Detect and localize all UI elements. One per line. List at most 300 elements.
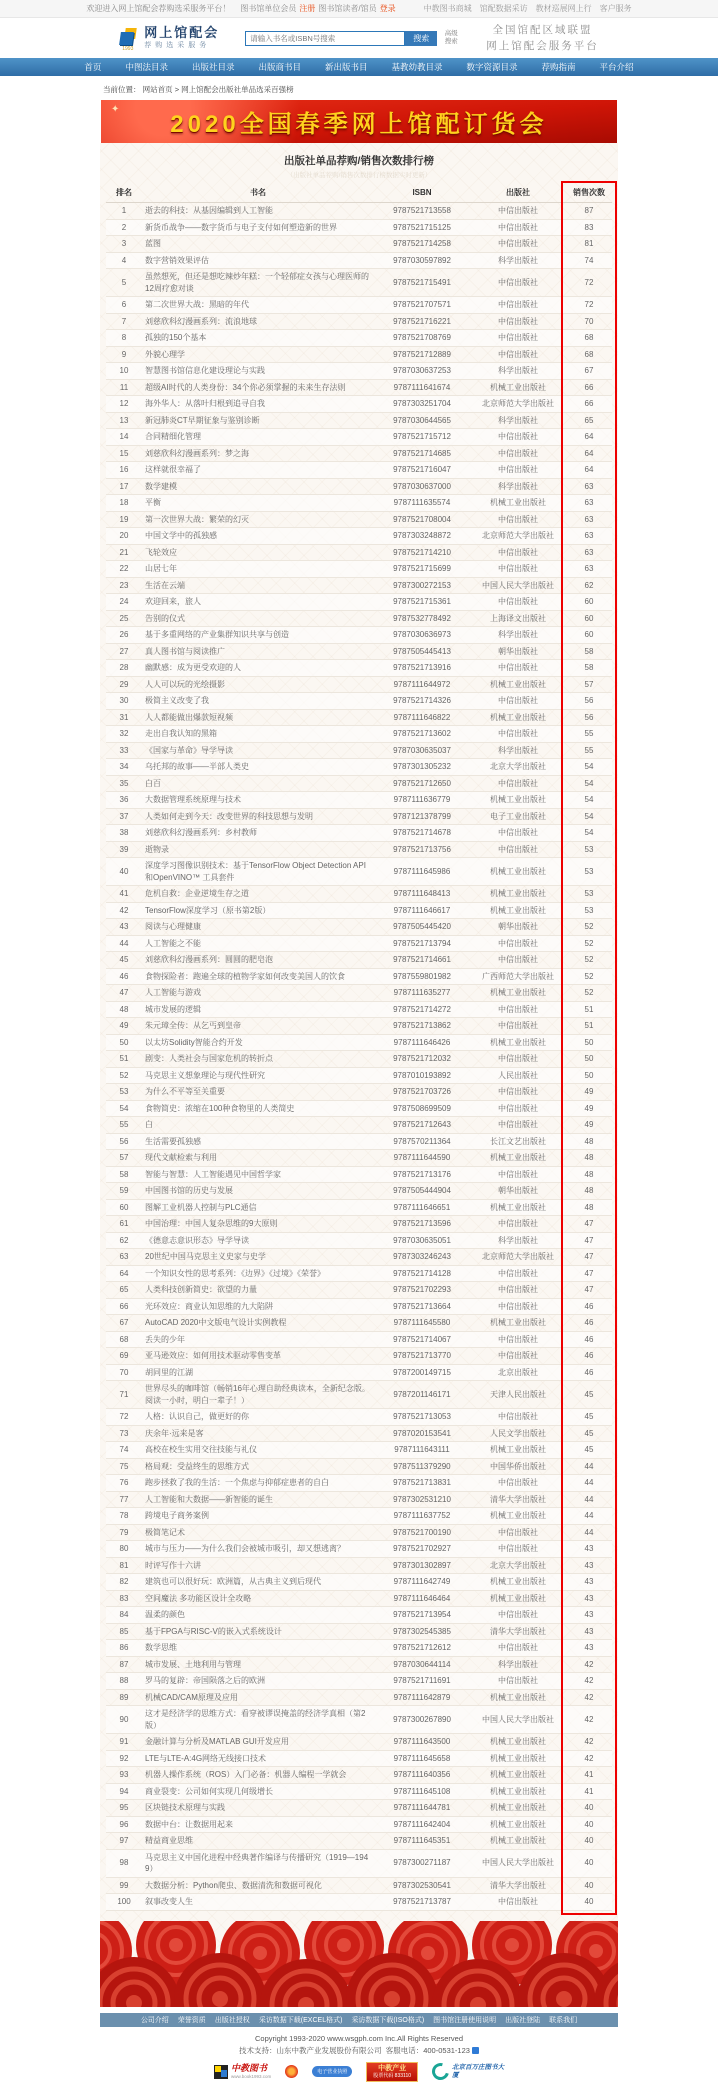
footer-link[interactable]: 出版社授权 — [214, 2016, 250, 2024]
book-title-cell[interactable]: 食物简史：浓缩在100种食物里的人类简史 — [142, 1100, 374, 1117]
business-license-badge[interactable]: 电子营业执照 — [312, 2066, 352, 2077]
book-title-cell[interactable]: 空间魔法 多功能区设计全攻略 — [142, 1590, 374, 1607]
publisher-cell: 中信出版社 — [470, 1018, 566, 1035]
book-title-cell[interactable]: 智慧图书馆信息化建设理论与实践 — [142, 363, 374, 380]
book-title-cell[interactable]: 飞轮效应 — [142, 544, 374, 561]
publisher-cell: 中信出版社 — [470, 1216, 566, 1233]
book-title-cell[interactable]: 大数据分析：Python爬虫、数据清洗和数据可视化 — [142, 1877, 374, 1894]
table-row — [106, 1524, 612, 1541]
book-title-cell[interactable]: 这才是经济学的思维方式：看穿被谬误掩盖的经济学真相（第2版） — [142, 1706, 374, 1734]
rank-cell: 76 — [106, 1475, 142, 1492]
sales-count-cell: 53 — [566, 886, 612, 903]
sales-count-cell: 54 — [566, 808, 612, 825]
isbn-cell: 9787111646617 — [374, 902, 470, 919]
book-title-cell[interactable]: 告别的仪式 — [142, 610, 374, 627]
isbn-cell: 9787521713916 — [374, 660, 470, 677]
book-title-cell[interactable]: 平衡 — [142, 495, 374, 512]
book-title-cell[interactable]: 商业裂变：公司如何实现几何级增长 — [142, 1783, 374, 1800]
book-title-cell[interactable]: 亚马逊效应：如何用技术驱动零售变革 — [142, 1348, 374, 1365]
book-title-cell[interactable]: 逝物录 — [142, 841, 374, 858]
zhongjiao-books-url: www.book1993.com — [231, 2074, 272, 2080]
isbn-cell: 9787111645351 — [374, 1833, 470, 1850]
isbn-cell: 9787030597892 — [374, 252, 470, 269]
book-title-cell[interactable]: 数学思维 — [142, 1640, 374, 1657]
sales-count-cell: 43 — [566, 1557, 612, 1574]
sales-count-cell: 52 — [566, 935, 612, 952]
publisher-cell: 中信出版社 — [470, 1894, 566, 1911]
search-input[interactable] — [245, 31, 405, 46]
table-row — [106, 1640, 612, 1657]
book-title-cell[interactable]: 朱元璋全传：从乞丐到皇帝 — [142, 1018, 374, 1035]
book-title-cell[interactable]: 数据中台：让数据用起来 — [142, 1816, 374, 1833]
book-title-cell[interactable]: 外貌心理学 — [142, 346, 374, 363]
footer-link[interactable]: 荣誉资质 — [177, 2016, 206, 2024]
qq-contact-icon[interactable] — [472, 2047, 479, 2054]
publisher-cell: 北京出版社 — [470, 1364, 566, 1381]
rank-cell: 85 — [106, 1623, 142, 1640]
isbn-cell: 9787521713596 — [374, 1216, 470, 1233]
book-title-cell[interactable]: 机器人操作系统（ROS）入门必备：机器人编程一学就会 — [142, 1767, 374, 1784]
table-row — [106, 627, 612, 644]
sales-count-cell: 42 — [566, 1734, 612, 1751]
rank-cell: 12 — [106, 396, 142, 413]
book-title-cell[interactable]: 新货币战争——数字货币与电子支付如何塑造新的世界 — [142, 219, 374, 236]
book-title-cell[interactable]: 金融计算与分析及MATLAB GUI开发应用 — [142, 1734, 374, 1751]
service-phone: 客服电话：400-0531-123 — [385, 2046, 470, 2056]
book-title-cell[interactable]: 刘慈欣科幻漫画系列：乡村教师 — [142, 825, 374, 842]
isbn-cell: 9787521713831 — [374, 1475, 470, 1492]
book-title-cell[interactable]: 数字营销效果评估 — [142, 252, 374, 269]
table-row — [106, 1249, 612, 1266]
book-title-cell[interactable]: 城市与压力——为什么我们会被城市吸引，却又想逃离？ — [142, 1541, 374, 1558]
sales-count-cell: 58 — [566, 660, 612, 677]
rank-cell: 43 — [106, 919, 142, 936]
publisher-cell: 人民出版社 — [470, 1067, 566, 1084]
rank-cell: 15 — [106, 445, 142, 462]
footer-link[interactable]: 公司介绍 — [140, 2016, 169, 2024]
table-header-row — [106, 183, 612, 203]
book-title-cell[interactable]: 跑步拯救了我的生活：一个焦虑与抑郁症患者的自白 — [142, 1475, 374, 1492]
book-title-cell[interactable]: 胡同里的江湖 — [142, 1364, 374, 1381]
nav-item[interactable]: 数字资源目录 — [466, 62, 518, 72]
book-title-cell[interactable]: 极简主义改变了我 — [142, 693, 374, 710]
book-title-cell[interactable]: 跨境电子商务案例 — [142, 1508, 374, 1525]
book-title-cell[interactable]: 人工智能和大数据——新智能的诞生 — [142, 1491, 374, 1508]
book-title-cell[interactable]: 乌托邦的故事——半部人类史 — [142, 759, 374, 776]
book-title-cell[interactable]: 现代文献检索与利用 — [142, 1150, 374, 1167]
rank-cell: 68 — [106, 1331, 142, 1348]
isbn-cell: 9787521714210 — [374, 544, 470, 561]
table-row — [106, 902, 612, 919]
sales-count-cell: 63 — [566, 478, 612, 495]
isbn-cell: 9787521712032 — [374, 1051, 470, 1068]
book-title-cell[interactable]: 中国治理：中国人复杂思维的9大原则 — [142, 1216, 374, 1233]
rank-cell: 23 — [106, 577, 142, 594]
sales-count-cell: 46 — [566, 1331, 612, 1348]
book-title-cell[interactable]: 这样就很幸福了 — [142, 462, 374, 479]
isbn-cell: 9787508699509 — [374, 1100, 470, 1117]
sales-count-cell: 72 — [566, 297, 612, 314]
rank-cell: 80 — [106, 1541, 142, 1558]
book-title-cell[interactable]: 人人可以玩的光绘摄影 — [142, 676, 374, 693]
isbn-cell: 9787111645986 — [374, 858, 470, 886]
table-row — [106, 1067, 612, 1084]
book-title-cell[interactable]: 人类如何走到今天：改变世界的科技思想与发明 — [142, 808, 374, 825]
rank-cell: 73 — [106, 1425, 142, 1442]
footer-link[interactable]: 采访数据下载(EXCEL格式) — [258, 2016, 343, 2024]
topbar-link[interactable]: 客户服务 — [599, 4, 632, 13]
book-title-cell[interactable]: 图解工业机器人控制与PLC通信 — [142, 1199, 374, 1216]
welcome-text: 欢迎进入网上馆配会荐购选采服务平台！ — [86, 4, 231, 13]
footer-link[interactable]: 联系我们 — [549, 2016, 578, 2024]
book-title-cell[interactable]: 刘慈欣科幻漫画系列：梦之海 — [142, 445, 374, 462]
sales-count-cell: 87 — [566, 203, 612, 220]
official-seal-icon[interactable] — [285, 2065, 298, 2078]
publisher-cell: 中信出版社 — [470, 1051, 566, 1068]
sales-count-cell: 40 — [566, 1833, 612, 1850]
table-row — [106, 1574, 612, 1591]
book-title-cell[interactable]: 生活在云端 — [142, 577, 374, 594]
isbn-cell: 9787111637752 — [374, 1508, 470, 1525]
isbn-cell: 9787030637000 — [374, 478, 470, 495]
book-title-cell[interactable]: 人类科技创新简史：欲望的力量 — [142, 1282, 374, 1299]
book-title-cell[interactable]: TensorFlow深度学习（原书第2版） — [142, 902, 374, 919]
publisher-cell: 朝华出版社 — [470, 643, 566, 660]
book-title-cell[interactable]: LTE与LTE-A:4G网络无线接口技术 — [142, 1750, 374, 1767]
book-title-cell[interactable]: 人人都能做出爆款短视频 — [142, 709, 374, 726]
sales-count-cell: 43 — [566, 1590, 612, 1607]
table-row — [106, 528, 612, 545]
table-row — [106, 1475, 612, 1492]
publisher-cell: 中信出版社 — [470, 1084, 566, 1101]
breadcrumb-label: 当前位置： — [103, 85, 141, 94]
book-title-cell[interactable]: 格局观：受益终生的思维方式 — [142, 1458, 374, 1475]
sales-count-cell: 43 — [566, 1623, 612, 1640]
book-title-cell[interactable]: 白 — [142, 1117, 374, 1134]
book-title-cell[interactable]: 数学建模 — [142, 478, 374, 495]
book-title-cell[interactable]: 中国文学中的孤独感 — [142, 528, 374, 545]
book-title-cell[interactable]: 孤独的150个基本 — [142, 330, 374, 347]
isbn-cell: 9787303248872 — [374, 528, 470, 545]
sales-count-cell: 56 — [566, 693, 612, 710]
book-title-cell[interactable]: 20世纪中国马克思主义史家与史学 — [142, 1249, 374, 1266]
sales-count-cell: 64 — [566, 429, 612, 446]
table-row — [106, 1315, 612, 1332]
table-row — [106, 445, 612, 462]
book-title-cell[interactable]: 高校在校生实用交往技能与礼仪 — [142, 1442, 374, 1459]
publisher-cell: 中国人民大学出版社 — [470, 1706, 566, 1734]
publisher-cell: 机械工业出版社 — [470, 495, 566, 512]
isbn-cell: 9787521713602 — [374, 726, 470, 743]
publisher-cell: 科学出版社 — [470, 1656, 566, 1673]
book-title-cell[interactable]: 刘慈欣科幻漫画系列：圆圆的肥皂泡 — [142, 952, 374, 969]
copyright-block — [0, 2033, 718, 2059]
book-title-cell[interactable]: 人工智能与游戏 — [142, 985, 374, 1002]
book-title-cell[interactable]: 白百 — [142, 775, 374, 792]
isbn-cell: 9787521713176 — [374, 1166, 470, 1183]
rank-cell: 62 — [106, 1232, 142, 1249]
sales-count-cell: 47 — [566, 1249, 612, 1266]
book-title-cell[interactable]: 精益商业思维 — [142, 1833, 374, 1850]
publisher-cell: 中国华侨出版社 — [470, 1458, 566, 1475]
isbn-cell: 9787302530541 — [374, 1877, 470, 1894]
publisher-cell: 中信出版社 — [470, 1166, 566, 1183]
publisher-cell: 机械工业出版社 — [470, 1034, 566, 1051]
publisher-cell: 中信出版社 — [470, 1640, 566, 1657]
book-title-cell[interactable]: 为什么不平等至关重要 — [142, 1084, 374, 1101]
table-row — [106, 363, 612, 380]
isbn-cell: 9787521714661 — [374, 952, 470, 969]
table-row — [106, 1767, 612, 1784]
sales-count-cell: 48 — [566, 1150, 612, 1167]
nav-item[interactable]: 首页 — [84, 62, 102, 72]
book-title-cell[interactable]: 阅读与心理健康 — [142, 919, 374, 936]
book-title-cell[interactable]: 世界尽头的咖啡馆（畅销16年心理自助经典读本，全新纪念版。阅读一小时，明白一辈子！） — [142, 1381, 374, 1409]
table-row — [106, 726, 612, 743]
book-title-cell[interactable]: 城市发展的逻辑 — [142, 1001, 374, 1018]
book-title-cell[interactable]: 欢迎回来，旅人 — [142, 594, 374, 611]
rank-cell: 65 — [106, 1282, 142, 1299]
publisher-cell: 中信出版社 — [470, 1524, 566, 1541]
isbn-cell: 9787300267890 — [374, 1706, 470, 1734]
nav-item[interactable]: 新出版书目 — [324, 62, 368, 72]
book-title-cell[interactable]: 丢失的少年 — [142, 1331, 374, 1348]
stock-code-badge[interactable] — [366, 2062, 418, 2082]
isbn-cell: 9787111636779 — [374, 792, 470, 809]
publisher-cell: 人民文学出版社 — [470, 1425, 566, 1442]
table-row — [106, 429, 612, 446]
book-title-cell[interactable]: 马克思主义中国化进程中经典著作编译与传播研究（1919—1949） — [142, 1849, 374, 1877]
sales-count-cell: 53 — [566, 858, 612, 886]
publisher-cell: 中国人民大学出版社 — [470, 577, 566, 594]
table-row — [106, 1800, 612, 1817]
publisher-cell: 长江文艺出版社 — [470, 1133, 566, 1150]
publisher-cell: 机械工业出版社 — [470, 1574, 566, 1591]
login-link[interactable]: 登录 — [379, 4, 396, 13]
rank-cell: 48 — [106, 1001, 142, 1018]
isbn-cell: 9787030637253 — [374, 363, 470, 380]
publisher-cell: 中信出版社 — [470, 313, 566, 330]
nav-item[interactable]: 出版社目录 — [191, 62, 235, 72]
publisher-cell: 清华大学出版社 — [470, 1877, 566, 1894]
book-title-cell[interactable]: 合同精细化管理 — [142, 429, 374, 446]
breadcrumb-home-link[interactable]: 网站首页 — [142, 85, 173, 94]
event-banner[interactable] — [101, 100, 617, 143]
book-title-cell[interactable]: 蓝图 — [142, 236, 374, 253]
book-title-cell[interactable]: 第二次世界大战：黑暗的年代 — [142, 297, 374, 314]
book-title-cell[interactable]: 虽然想死，但还是想吃辣炒年糕：一个轻郁症女孩与心理医师的12周疗愈对谈 — [142, 269, 374, 297]
sales-count-cell: 45 — [566, 1381, 612, 1409]
book-title-cell[interactable]: 幽默感：成为更受欢迎的人 — [142, 660, 374, 677]
publisher-cell: 机械工业出版社 — [470, 379, 566, 396]
book-title-cell[interactable]: AutoCAD 2020中文版电气设计实例教程 — [142, 1315, 374, 1332]
sales-count-cell: 63 — [566, 495, 612, 512]
rank-cell: 79 — [106, 1524, 142, 1541]
book-title-cell[interactable]: 逝去的科技：从基因编辑到人工智能 — [142, 203, 374, 220]
zhongjiao-books-logo[interactable] — [214, 2064, 271, 2079]
book-title-cell[interactable]: 以太坊Solidity智能合约开发 — [142, 1034, 374, 1051]
nav-item[interactable]: 出版商书目 — [258, 62, 301, 72]
publisher-cell: 机械工业出版社 — [470, 1689, 566, 1706]
isbn-cell: 9787521714685 — [374, 445, 470, 462]
book-title-cell[interactable]: 城市发展、土地利用与管理 — [142, 1656, 374, 1673]
book-title-cell[interactable]: 危机自救：企业逆境生存之道 — [142, 886, 374, 903]
cloud-decoration — [100, 1921, 618, 2007]
publisher-cell: 中信出版社 — [470, 1331, 566, 1348]
publisher-cell: 中信出版社 — [470, 825, 566, 842]
book-title-cell[interactable]: 新冠肺炎CT早期征象与鉴别诊断 — [142, 412, 374, 429]
table-row — [106, 952, 612, 969]
library-member-label: 图书馆单位会员 — [240, 4, 297, 13]
rank-cell: 99 — [106, 1877, 142, 1894]
book-title-cell[interactable]: 超级AI时代的人类身份：34个你必须掌握的未来生存法则 — [142, 379, 374, 396]
bookstore-logo[interactable] — [432, 2063, 504, 2080]
ranking-table — [106, 183, 612, 1911]
book-title-cell[interactable]: 山居七年 — [142, 561, 374, 578]
publisher-cell: 科学出版社 — [470, 1232, 566, 1249]
topbar-link[interactable]: 教材巡展网上行 — [535, 4, 592, 13]
sales-count-cell: 40 — [566, 1816, 612, 1833]
nav-item[interactable]: 荐购指南 — [541, 62, 576, 72]
table-row — [106, 660, 612, 677]
isbn-cell: 9787521714678 — [374, 825, 470, 842]
isbn-cell: 9787111640356 — [374, 1767, 470, 1784]
register-link[interactable]: 注册 — [299, 4, 316, 13]
table-row — [106, 775, 612, 792]
sales-count-cell: 81 — [566, 236, 612, 253]
book-title-cell[interactable]: 剧变：人类社会与国家危机的转折点 — [142, 1051, 374, 1068]
sales-count-cell: 54 — [566, 792, 612, 809]
book-title-cell[interactable]: 马克思主义想象理论与现代性研究 — [142, 1067, 374, 1084]
book-title-cell[interactable]: 基于多重网络的产业集群知识共享与创造 — [142, 627, 374, 644]
book-title-cell[interactable]: 生活需要孤独感 — [142, 1133, 374, 1150]
rank-cell: 81 — [106, 1557, 142, 1574]
sales-count-cell: 41 — [566, 1783, 612, 1800]
rank-cell: 78 — [106, 1508, 142, 1525]
book-title-cell[interactable]: 真人图书馆与阅读推广 — [142, 643, 374, 660]
rank-cell: 2 — [106, 219, 142, 236]
isbn-cell: 9787030635051 — [374, 1232, 470, 1249]
rank-cell: 72 — [106, 1409, 142, 1426]
nav-item[interactable]: 基教幼教目录 — [391, 62, 443, 72]
main-nav — [0, 58, 718, 76]
publisher-cell: 清华大学出版社 — [470, 1623, 566, 1640]
isbn-cell: 9787301302897 — [374, 1557, 470, 1574]
rank-cell: 32 — [106, 726, 142, 743]
isbn-cell: 9787521714272 — [374, 1001, 470, 1018]
book-title-cell[interactable]: 刘慈欣科幻漫画系列：流浪地球 — [142, 313, 374, 330]
book-title-cell[interactable]: 第一次世界大战：繁荣的幻灭 — [142, 511, 374, 528]
publisher-cell: 机械工业出版社 — [470, 1590, 566, 1607]
table-row — [106, 1689, 612, 1706]
isbn-cell: 9787521713756 — [374, 841, 470, 858]
site-logo[interactable] — [119, 26, 219, 50]
publisher-cell: 中信出版社 — [470, 1265, 566, 1282]
book-title-cell[interactable]: 机械CAD/CAM原理及应用 — [142, 1689, 374, 1706]
publisher-cell: 中信出版社 — [470, 952, 566, 969]
publisher-cell: 机械工业出版社 — [470, 1150, 566, 1167]
book-title-cell[interactable]: 中国图书馆的历史与发展 — [142, 1183, 374, 1200]
rank-cell: 92 — [106, 1750, 142, 1767]
book-title-cell[interactable]: 智能与智慧：人工智能遇见中国哲学家 — [142, 1166, 374, 1183]
ranking-subtitle: （出版社单品荐购/销售次数排行榜数据实时更新） — [286, 172, 432, 179]
book-title-cell[interactable]: 走出自我认知的黑箱 — [142, 726, 374, 743]
publisher-cell: 中信出版社 — [470, 1282, 566, 1299]
table-row — [106, 1282, 612, 1299]
breadcrumb-current: 网上馆配会出版社单品选采百强榜 — [181, 85, 294, 94]
rank-cell: 45 — [106, 952, 142, 969]
isbn-cell: 9787505445413 — [374, 643, 470, 660]
rank-cell: 91 — [106, 1734, 142, 1751]
advanced-search-link[interactable]: 高级搜索 — [444, 30, 458, 45]
isbn-cell: 9787111646822 — [374, 709, 470, 726]
publisher-cell: 科学出版社 — [470, 478, 566, 495]
rank-cell: 24 — [106, 594, 142, 611]
footer-link[interactable]: 图书馆注册使用说明 — [433, 2016, 497, 2024]
sales-count-cell: 55 — [566, 742, 612, 759]
publisher-cell: 中国人民大学出版社 — [470, 1849, 566, 1877]
book-title-cell[interactable]: 温柔的颜色 — [142, 1607, 374, 1624]
book-title-cell[interactable]: 一个知识女性的思考系列：《边界》《过境》《荣誉》 — [142, 1265, 374, 1282]
topbar-link[interactable]: 中教图书商城 — [423, 4, 472, 13]
book-title-cell[interactable]: 基于FPGA与RISC-V的嵌入式系统设计 — [142, 1623, 374, 1640]
isbn-cell: 9787111642879 — [374, 1689, 470, 1706]
book-title-cell[interactable]: 大数据管理系统原理与技术 — [142, 792, 374, 809]
footer-link[interactable]: 采访数据下载(ISO格式) — [351, 2016, 425, 2024]
book-title-cell[interactable]: 建筑也可以很好玩：欧洲篇，从古典主义到后现代 — [142, 1574, 374, 1591]
book-title-cell[interactable]: 人格：认识自己，做更好的你 — [142, 1409, 374, 1426]
book-title-cell[interactable]: 叙事改变人生 — [142, 1894, 374, 1911]
isbn-cell: 9787111643500 — [374, 1734, 470, 1751]
book-title-cell[interactable]: 《国家与革命》导学导读 — [142, 742, 374, 759]
search-button[interactable]: 搜索 — [405, 31, 437, 46]
isbn-cell: 9787521707571 — [374, 297, 470, 314]
sales-count-cell: 40 — [566, 1877, 612, 1894]
book-title-cell[interactable]: 人工智能之不能 — [142, 935, 374, 952]
book-title-cell[interactable]: 深度学习图像识别技术：基于TensorFlow Object Detection API和OpenVINO™ 工具套件 — [142, 858, 374, 886]
rank-cell: 21 — [106, 544, 142, 561]
table-row — [106, 1331, 612, 1348]
sales-count-cell: 72 — [566, 269, 612, 297]
sales-count-cell: 52 — [566, 919, 612, 936]
nav-item[interactable]: 平台介绍 — [599, 62, 634, 72]
rank-cell: 36 — [106, 792, 142, 809]
rank-cell: 67 — [106, 1315, 142, 1332]
rank-cell: 74 — [106, 1442, 142, 1459]
book-title-cell[interactable]: 时评写作十六讲 — [142, 1557, 374, 1574]
publisher-cell: 机械工业出版社 — [470, 886, 566, 903]
book-title-cell[interactable]: 食物探险者：跑遍全球的植物学家如何改变美国人的饮食 — [142, 968, 374, 985]
sales-count-cell: 46 — [566, 1298, 612, 1315]
isbn-cell: 9787111648413 — [374, 886, 470, 903]
book-title-cell[interactable]: 极简笔记术 — [142, 1524, 374, 1541]
isbn-cell: 9787521715491 — [374, 269, 470, 297]
nav-item[interactable]: 中图法目录 — [125, 62, 168, 72]
sales-count-cell: 65 — [566, 412, 612, 429]
publisher-cell: 中信出版社 — [470, 1298, 566, 1315]
sales-count-cell: 48 — [566, 1199, 612, 1216]
book-title-cell[interactable]: 庆余年·远来是客 — [142, 1425, 374, 1442]
book-title-cell[interactable]: 海外华人：从落叶归根到追寻自我 — [142, 396, 374, 413]
table-row — [106, 1590, 612, 1607]
footer-link[interactable]: 出版社登陆 — [505, 2016, 541, 2024]
topbar-link[interactable]: 馆配数据采访 — [479, 4, 528, 13]
book-title-cell[interactable]: 光环效应：商业认知思维的九大陷阱 — [142, 1298, 374, 1315]
book-title-cell[interactable]: 罗马的复辟：帝国陨落之后的欧洲 — [142, 1673, 374, 1690]
book-title-cell[interactable]: 区块链技术原理与实践 — [142, 1800, 374, 1817]
rank-cell: 17 — [106, 478, 142, 495]
book-title-cell[interactable]: 《德意志意识形态》导学导读 — [142, 1232, 374, 1249]
